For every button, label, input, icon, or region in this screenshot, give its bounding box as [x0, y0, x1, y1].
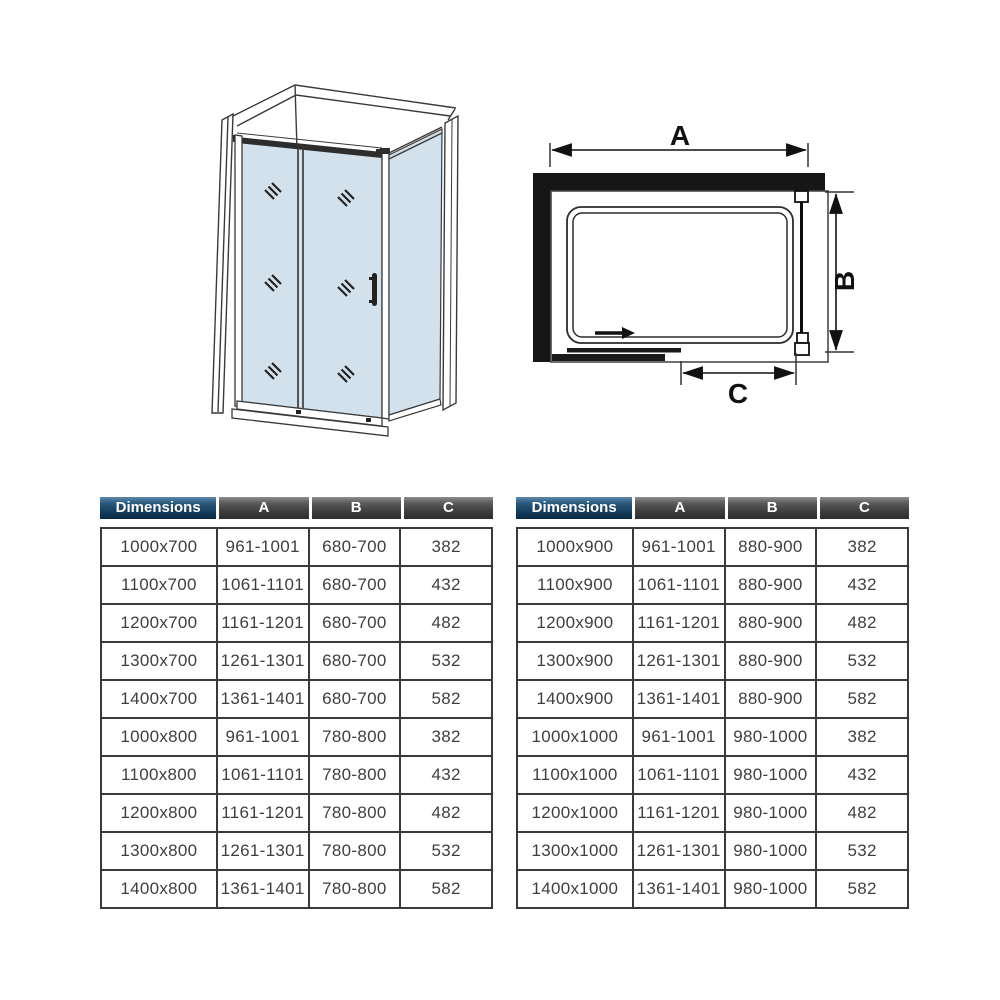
- dimension-a-label: A: [669, 120, 691, 151]
- table-cell: 1000x800: [101, 718, 217, 756]
- table-cell: 1100x1000: [517, 756, 633, 794]
- table-cell: 1300x700: [101, 642, 217, 680]
- table-cell: 1361-1401: [633, 870, 725, 908]
- table-cell: 1200x800: [101, 794, 217, 832]
- table-cell: 680-700: [309, 528, 401, 566]
- dimension-b-label: B: [829, 270, 860, 292]
- table-cell: 1061-1101: [217, 566, 309, 604]
- table-cell: 961-1001: [633, 528, 725, 566]
- table-cell: 432: [400, 756, 492, 794]
- table-row: [101, 528, 492, 566]
- front-left-frame: [235, 135, 242, 407]
- table-cell: 980-1000: [725, 832, 817, 870]
- shower-tray: [567, 207, 793, 343]
- table-cell: 1300x900: [517, 642, 633, 680]
- door-panel: [552, 354, 665, 361]
- table-body: [100, 527, 493, 909]
- table-cell: 1000x900: [517, 528, 633, 566]
- table-cell: 880-900: [725, 680, 817, 718]
- dimension-a: [550, 120, 808, 167]
- glass-clamp-top: [795, 191, 808, 202]
- table-header-row: [516, 497, 909, 519]
- table-cell: 780-800: [309, 832, 401, 870]
- sliding-door-panels: [552, 348, 681, 361]
- table-header-row: [100, 497, 493, 519]
- table-row: [101, 642, 492, 680]
- front-glass-panels: [237, 141, 382, 418]
- table-cell: 780-800: [309, 870, 401, 908]
- table-cell: 880-900: [725, 642, 817, 680]
- table-cell: 432: [816, 566, 908, 604]
- table-cell: 582: [400, 870, 492, 908]
- table-row: [101, 718, 492, 756]
- table-cell: 961-1001: [217, 718, 309, 756]
- table-cell: 1000x700: [101, 528, 217, 566]
- table-row: [517, 718, 908, 756]
- door-roller: [296, 410, 301, 414]
- table-cell: 382: [816, 528, 908, 566]
- table-row: [517, 832, 908, 870]
- table-row: [517, 870, 908, 908]
- isometric-shower-diagram: [180, 63, 490, 453]
- table-cell: 582: [400, 680, 492, 718]
- table-cell: 680-700: [309, 566, 401, 604]
- table-cell: 1100x800: [101, 756, 217, 794]
- table-cell: 582: [816, 870, 908, 908]
- table-cell: 1400x900: [517, 680, 633, 718]
- glass-clamp-bottom: [795, 343, 809, 355]
- table-row: [101, 680, 492, 718]
- table-cell: 680-700: [309, 604, 401, 642]
- table-cell: 1400x800: [101, 870, 217, 908]
- table-cell: 1061-1101: [633, 566, 725, 604]
- table-row: [101, 794, 492, 832]
- table-cell: 1161-1201: [633, 604, 725, 642]
- table-cell: 1261-1301: [633, 642, 725, 680]
- top-wall: [533, 173, 825, 191]
- table-cell: 1061-1101: [633, 756, 725, 794]
- table-cell: 482: [816, 604, 908, 642]
- table-row: [517, 528, 908, 566]
- table-cell: 880-900: [725, 528, 817, 566]
- table-row: [517, 604, 908, 642]
- table-cell: 382: [400, 718, 492, 756]
- table-cell: 1361-1401: [633, 680, 725, 718]
- table-body: [516, 527, 909, 909]
- table-cell: 482: [400, 604, 492, 642]
- table-cell: 1261-1301: [217, 642, 309, 680]
- table-cell: 980-1000: [725, 870, 817, 908]
- table-cell: 532: [816, 832, 908, 870]
- side-glass-panel: [795, 191, 809, 355]
- table-cell: 382: [400, 528, 492, 566]
- table-cell: 1161-1201: [217, 604, 309, 642]
- table-cell: 980-1000: [725, 718, 817, 756]
- table-cell: 1361-1401: [217, 680, 309, 718]
- table-cell: 1000x1000: [517, 718, 633, 756]
- table-cell: 980-1000: [725, 794, 817, 832]
- column-header-dimensions: Dimensions: [516, 497, 632, 519]
- column-header-b: B: [309, 497, 401, 519]
- table-row: [101, 870, 492, 908]
- table-cell: 1261-1301: [217, 832, 309, 870]
- table-cell: 680-700: [309, 680, 401, 718]
- table-cell: 1300x1000: [517, 832, 633, 870]
- table-cell: 1400x700: [101, 680, 217, 718]
- table-cell: 482: [816, 794, 908, 832]
- table-cell: 680-700: [309, 642, 401, 680]
- table-cell: 1061-1101: [217, 756, 309, 794]
- table-cell: 532: [400, 832, 492, 870]
- column-header-c: C: [401, 497, 493, 519]
- table-cell: 1300x800: [101, 832, 217, 870]
- table-row: [101, 756, 492, 794]
- column-header-b: B: [725, 497, 817, 519]
- door-panel: [567, 348, 681, 353]
- table-cell: 1100x900: [517, 566, 633, 604]
- table-cell: 432: [816, 756, 908, 794]
- table-row: [101, 832, 492, 870]
- table-cell: 961-1001: [633, 718, 725, 756]
- table-cell: 880-900: [725, 566, 817, 604]
- dimension-b: [825, 192, 860, 352]
- table-row: [101, 566, 492, 604]
- table-row: [517, 794, 908, 832]
- left-wall: [533, 173, 551, 362]
- table-cell: 1161-1201: [633, 794, 725, 832]
- table-row: [517, 566, 908, 604]
- table-cell: 780-800: [309, 794, 401, 832]
- table-cell: 1200x700: [101, 604, 217, 642]
- table-cell: 1100x700: [101, 566, 217, 604]
- table-cell: 1200x900: [517, 604, 633, 642]
- table-cell: 582: [816, 680, 908, 718]
- door-roller: [366, 418, 371, 422]
- side-panel: [389, 127, 442, 421]
- table-cell: 1161-1201: [217, 794, 309, 832]
- column-header-a: A: [216, 497, 308, 519]
- table-row: [517, 642, 908, 680]
- table-cell: 780-800: [309, 756, 401, 794]
- table-cell: 961-1001: [217, 528, 309, 566]
- right-wall-profile: [443, 116, 458, 410]
- table-row: [517, 756, 908, 794]
- table-cell: 382: [816, 718, 908, 756]
- table-cell: 1361-1401: [217, 870, 309, 908]
- dimensions-table-1: [100, 497, 493, 909]
- plan-view-diagram: [520, 105, 885, 415]
- table-cell: 1261-1301: [633, 832, 725, 870]
- table-cell: 532: [400, 642, 492, 680]
- table-cell: 532: [816, 642, 908, 680]
- column-header-dimensions: Dimensions: [100, 497, 216, 519]
- dimensions-table-2: [516, 497, 909, 909]
- table-cell: 1200x1000: [517, 794, 633, 832]
- column-header-c: C: [817, 497, 909, 519]
- table-cell: 432: [400, 566, 492, 604]
- table-row: [101, 604, 492, 642]
- table-cell: 482: [400, 794, 492, 832]
- table-cell: 1400x1000: [517, 870, 633, 908]
- table-row: [517, 680, 908, 718]
- table-cell: 780-800: [309, 718, 401, 756]
- dimension-c-label: C: [727, 378, 749, 409]
- glass-clamp-bottom: [797, 333, 808, 343]
- table-cell: 880-900: [725, 604, 817, 642]
- column-header-a: A: [632, 497, 724, 519]
- table-cell: 980-1000: [725, 756, 817, 794]
